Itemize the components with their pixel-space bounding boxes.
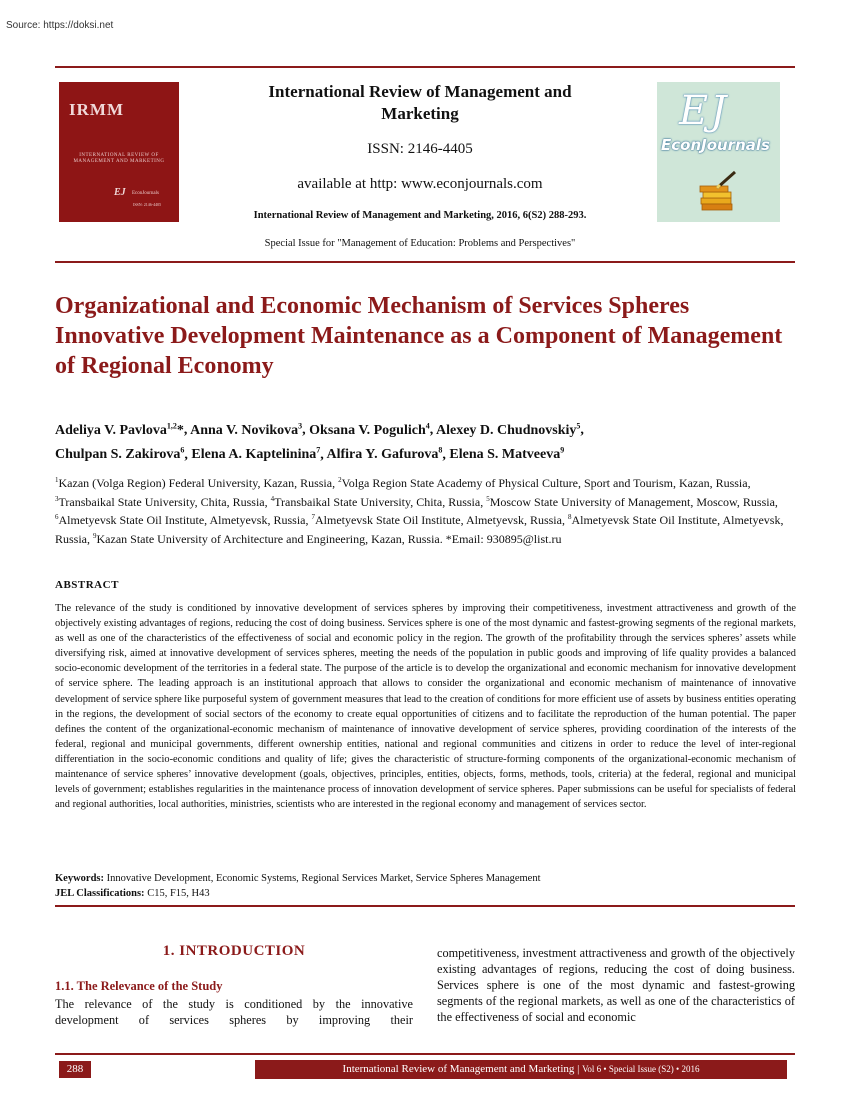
- section-heading-introduction: 1. INTRODUCTION: [162, 943, 306, 959]
- affiliation-text: Kazan (Volga Region) Federal University, Kazan, Russia,: [58, 476, 339, 490]
- author-name: Alexey D. Chudnovskiy$^5$: [435, 421, 581, 438]
- author-name: Elena S. Matveeva$^9$: [449, 445, 565, 463]
- affiliation-text: Transbaikal State University, Chita, Russia,: [58, 494, 271, 509]
- article-citation: International Review of Management and Marketing, 2016, 6(S2) 288-293.: [253, 210, 587, 221]
- cover-logo-mark: EJ: [114, 187, 126, 198]
- econjournals-logo: [657, 82, 780, 222]
- corresponding-email[interactable]: *Email: 930895@list.ru: [445, 531, 562, 546]
- author-affiliation-mark: 7: [316, 445, 321, 455]
- author-name: Anna V. Novikova$^3$: [190, 421, 303, 438]
- abstract-text: The relevance of the study is conditioned by innovative development of services spheres by improving their competitiveness, investment attractiveness and growth of the objectively existing advantages of regions, reducing the cost of doing business. Services sphere is one of the most dynamic and fastest-growing segments of the regional markets, as well as one of the characteristics of the effectiveness of social and economic policy in the region. The growth of the profitability through the services spheres’ assets while diversifying risk, aimed at innovative development of services spheres, meeting the needs of the population in public goods and improving of life quality provides a balanced socio-economic development of the territories in a federal state. The purpose of the article is to develop the organizational and economic mechanism for innovative development of service sphere. The leading approach is an institutional approach that allows to consider the organizational and economic mechanism of maintenance of innovative development of service sphere like purposeful system of government measures that lead to the creation of conditions for more efficient use of assets by business entities operating in the regions, the development of social sectors of the economy to create equal opportunities of citizens and to facilitate the reproduction of the human potential. The paper defines the content of the organizational-economic mechanism of maintenance of innovative development of service spheres, providing coordination of the interests of the federal, regional and municipal governments, different ownership entities, national and regional communities and citizens in order to reduce the level of inter-regional differentiation in the socio-economic conditions and quality of life; gives the characteristic of structure-forming components of the organizational-economic mechanism of maintenance of service spheres’ innovative development (goals, objectives, principles, entities, objects, forms, methods, tools, criteria) at the federal, regional and municipal levels of government; establishes regularities in the maintenance process of innovation development of service spheres. Paper submissions can be useful for specialists of federal and regional authorities, local authorities, ministries, scientists who are interested in the regional economy and management of services sector.: [55, 603, 796, 811]
- page-number: 288: [59, 1061, 91, 1078]
- header-bottom-rule: [55, 261, 795, 263]
- keywords-block: [55, 871, 795, 901]
- author-name: Alfira Y. Gafurova$^8$: [326, 445, 443, 463]
- affiliation-text: Transbaikal State University, Chita, Russia,: [274, 494, 487, 509]
- affiliation-mark: 8: [567, 513, 572, 521]
- abstract-bottom-rule: [55, 905, 795, 907]
- cover-issn: ISSN: 2146-4405: [133, 202, 162, 207]
- body-column-right: competitiveness, investment attractiveness and growth of the objectively existing advantages of regions, reducing the cost of doing business. Services sphere is one of the most dynamic and fastest-growing segments of the regional markets, as well as one of the characteristics of the effectiveness of social and economic: [437, 946, 795, 1025]
- footer-journal-bar: [255, 1060, 787, 1079]
- body-left-line: The relevance of the study is conditioned by the innovative: [55, 997, 413, 1011]
- author-affiliation-mark: 8: [438, 445, 443, 455]
- affiliation-mark: 9: [93, 531, 97, 540]
- affiliation-mark: 5: [486, 494, 490, 503]
- keywords-value: Innovative Development, Economic Systems, Regional Services Market, Service Spheres Management: [104, 873, 541, 884]
- keywords-line: [55, 871, 795, 886]
- affiliation-mark: 1: [55, 476, 59, 484]
- affiliation-mark: 4: [270, 494, 275, 503]
- jel-label: JEL Classifications:: [55, 888, 145, 899]
- author-name: Chulpan S. Zakirova$^6$: [55, 445, 185, 463]
- body-left-line: development of services spheres by improving their: [55, 1013, 413, 1027]
- author-name: Oksana V. Pogulich$^4$: [309, 421, 430, 438]
- journal-url[interactable]: available at http: www.econjournals.com: [297, 176, 543, 192]
- footer-issue: Vol 6 • Special Issue (S2) • 2016: [582, 1064, 700, 1074]
- footer-rule: [55, 1053, 795, 1055]
- body-column-left: [55, 996, 413, 1028]
- header-top-rule: [55, 66, 795, 68]
- keywords-label: Keywords:: [55, 873, 104, 884]
- affiliation-text: Volga Region State Academy of Physical Culture, Sport and Tourism, Kazan, Russia,: [341, 476, 751, 490]
- jel-value: C15, F15, H43: [144, 888, 210, 899]
- affiliation-text: Almetyevsk State Oil Institute, Almetyevsk, Russia,: [314, 513, 568, 527]
- special-issue-note: Special Issue for "Management of Education: Problems and Perspectives": [264, 238, 576, 249]
- affiliation-mark: 2: [338, 476, 342, 484]
- cover-subtitle: INTERNATIONAL REVIEW OF MANAGEMENT AND MARKETING: [73, 153, 165, 164]
- journal-issn: ISSN: 2146-4405: [367, 141, 473, 157]
- journal-cover-image: [59, 82, 179, 222]
- author-affiliation-mark: 6: [180, 445, 185, 455]
- author-list: Adeliya V. Pavlova$^{1,2}$*, Anna V. Novikova$^3$, Oksana V. Pogulich$^4$, Alexey D. Chudnovskiy$^5$, Chulpan S. Zakirova$^6$, Elena A. Kaptelinina$^7$, Alfira Y. Gafurova$^8$, Elena S. Matveeva$^9$: [55, 421, 584, 463]
- affiliation-mark: 7: [311, 513, 315, 521]
- author-affiliation-mark: 3: [298, 421, 303, 430]
- cover-title: IRMM: [69, 100, 124, 119]
- affiliation-text: Almetyevsk State Oil Institute, Almetyevsk, Russia,: [55, 513, 784, 546]
- author-affiliation-mark: 9: [560, 445, 565, 455]
- author-affiliation-mark: 1,2: [166, 421, 177, 430]
- jel-line: [55, 886, 795, 901]
- ej-logo-name: EconJournals: [661, 136, 770, 154]
- author-affiliation-mark: 5: [576, 421, 581, 430]
- affiliation-mark: 6: [55, 513, 59, 521]
- ej-logo-mark: EJ: [679, 88, 729, 134]
- cover-logo-text: EconJournals: [132, 191, 159, 196]
- affiliation-list: [55, 473, 795, 547]
- abstract-heading: ABSTRACT: [55, 579, 119, 591]
- footer-journal: International Review of Management and Marketing |: [342, 1063, 583, 1075]
- article-title: Organizational and Economic Mechanism of Services Spheres Innovative Development Maintenance as a Component of Management of Regional Economy: [55, 293, 783, 379]
- journal-title: International Review of Management and Marketing: [268, 82, 572, 123]
- affiliation-text: Kazan State University of Architecture and Engineering, Kazan, Russia.: [96, 531, 446, 546]
- author-affiliation-mark: 4: [425, 421, 430, 430]
- affiliation-text: Almetyevsk State Oil Institute, Almetyevsk, Russia,: [58, 513, 312, 527]
- author-name: Elena A. Kaptelinina$^7$: [191, 445, 321, 463]
- books-pencil-icon: [699, 170, 739, 212]
- author-name: Adeliya V. Pavlova$^{1,2}$*: [55, 421, 184, 438]
- affiliation-mark: 3: [55, 494, 59, 503]
- affiliation-text: Moscow State University of Management, Moscow, Russia,: [489, 494, 778, 509]
- source-note: Source: https://doksi.net: [6, 20, 114, 31]
- subsection-heading-relevance: 1.1. The Relevance of the Study: [55, 979, 223, 993]
